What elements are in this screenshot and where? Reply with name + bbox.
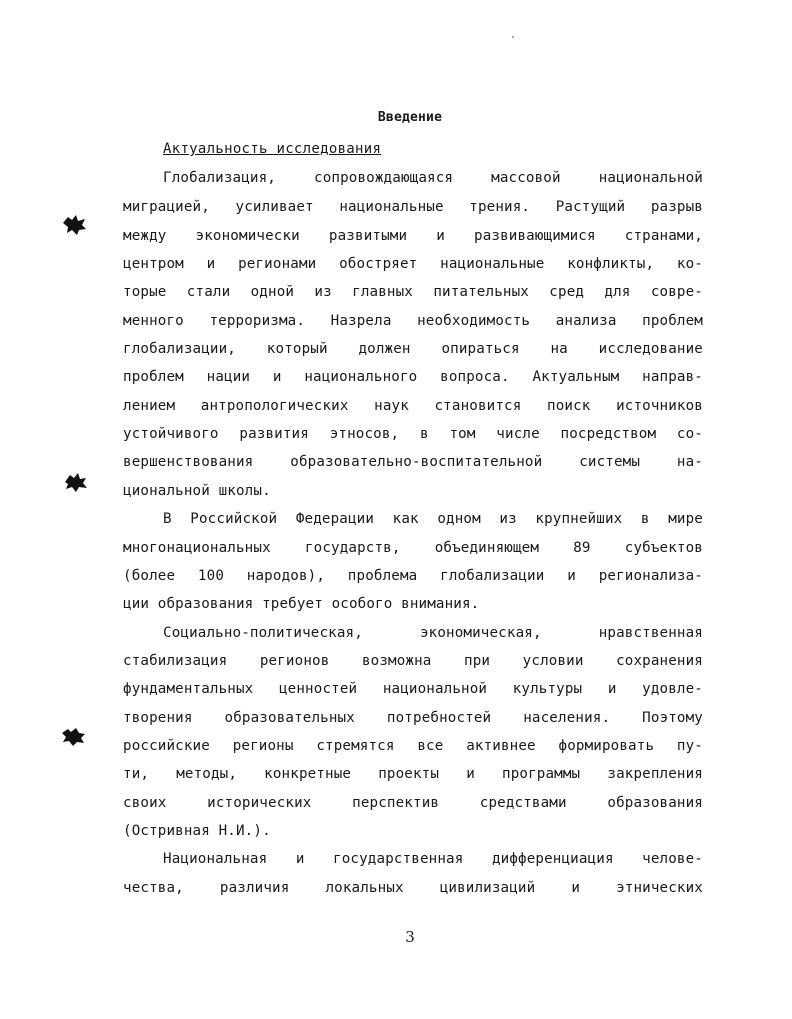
text-line: стабилизация регионов возможна при условии сохранения xyxy=(123,653,703,669)
binding-hole-mark-icon xyxy=(61,470,89,494)
text-line: многонациональных государств, объединяющем 89 субъектов xyxy=(123,540,703,556)
text-line: менного терроризма. Назрела необходимость анализа проблем xyxy=(123,313,703,329)
section-subheading: Актуальность исследования xyxy=(163,141,382,157)
text-line: проблем нации и национального вопроса. Актуальным направ- xyxy=(123,369,703,385)
text-line: циональной школы. xyxy=(123,483,271,499)
text-line: творения образовательных потребностей населения. Поэтому xyxy=(123,710,703,726)
text-line: центром и регионами обостряет национальные конфликты, ко- xyxy=(123,256,703,272)
text-line: вершенствования образовательно-воспитательной системы на- xyxy=(123,454,703,470)
page-number: 3 xyxy=(405,928,415,946)
text-line: между экономически развитыми и развивающимися странами, xyxy=(123,228,703,244)
text-line: российские регионы стремятся все активнее формировать пу- xyxy=(123,738,703,754)
text-line: своих исторических перспектив средствами образования xyxy=(123,795,703,811)
text-line: (более 100 народов), проблема глобализации и регионализа- xyxy=(123,568,703,584)
text-line: чества, различия локальных цивилизаций и этнических xyxy=(123,880,703,896)
text-line: (Остривная Н.И.). xyxy=(123,823,271,839)
text-line: Социально-политическая, экономическая, нравственная xyxy=(163,625,703,641)
document-heading: Введение xyxy=(377,110,443,125)
binding-hole-mark-icon xyxy=(60,213,88,237)
text-line: В Российской Федерации как одном из крупнейших в мире xyxy=(163,511,703,527)
text-line: лением антропологических наук становится поиск источников xyxy=(123,398,703,414)
text-line: торые стали одной из главных питательных сред для совре- xyxy=(123,284,703,300)
text-line: устойчивого развития этносов, в том числе посредством со- xyxy=(123,426,703,442)
text-line: глобализации, который должен опираться на исследование xyxy=(123,341,703,357)
binding-hole-mark-icon xyxy=(59,724,87,748)
scan-dust-speck xyxy=(512,36,514,38)
text-line: ции образования требует особого внимания. xyxy=(123,596,480,612)
text-line: фундаментальных ценностей национальной культуры и удовле- xyxy=(123,681,703,697)
text-line: Глобализация, сопровождающаяся массовой национальной xyxy=(163,170,703,186)
text-line: ти, методы, конкретные проекты и программы закрепления xyxy=(123,766,703,782)
text-line: Национальная и государственная дифференциация челове- xyxy=(163,851,703,867)
text-line: миграцией, усиливает национальные трения. Растущий разрыв xyxy=(123,199,703,215)
